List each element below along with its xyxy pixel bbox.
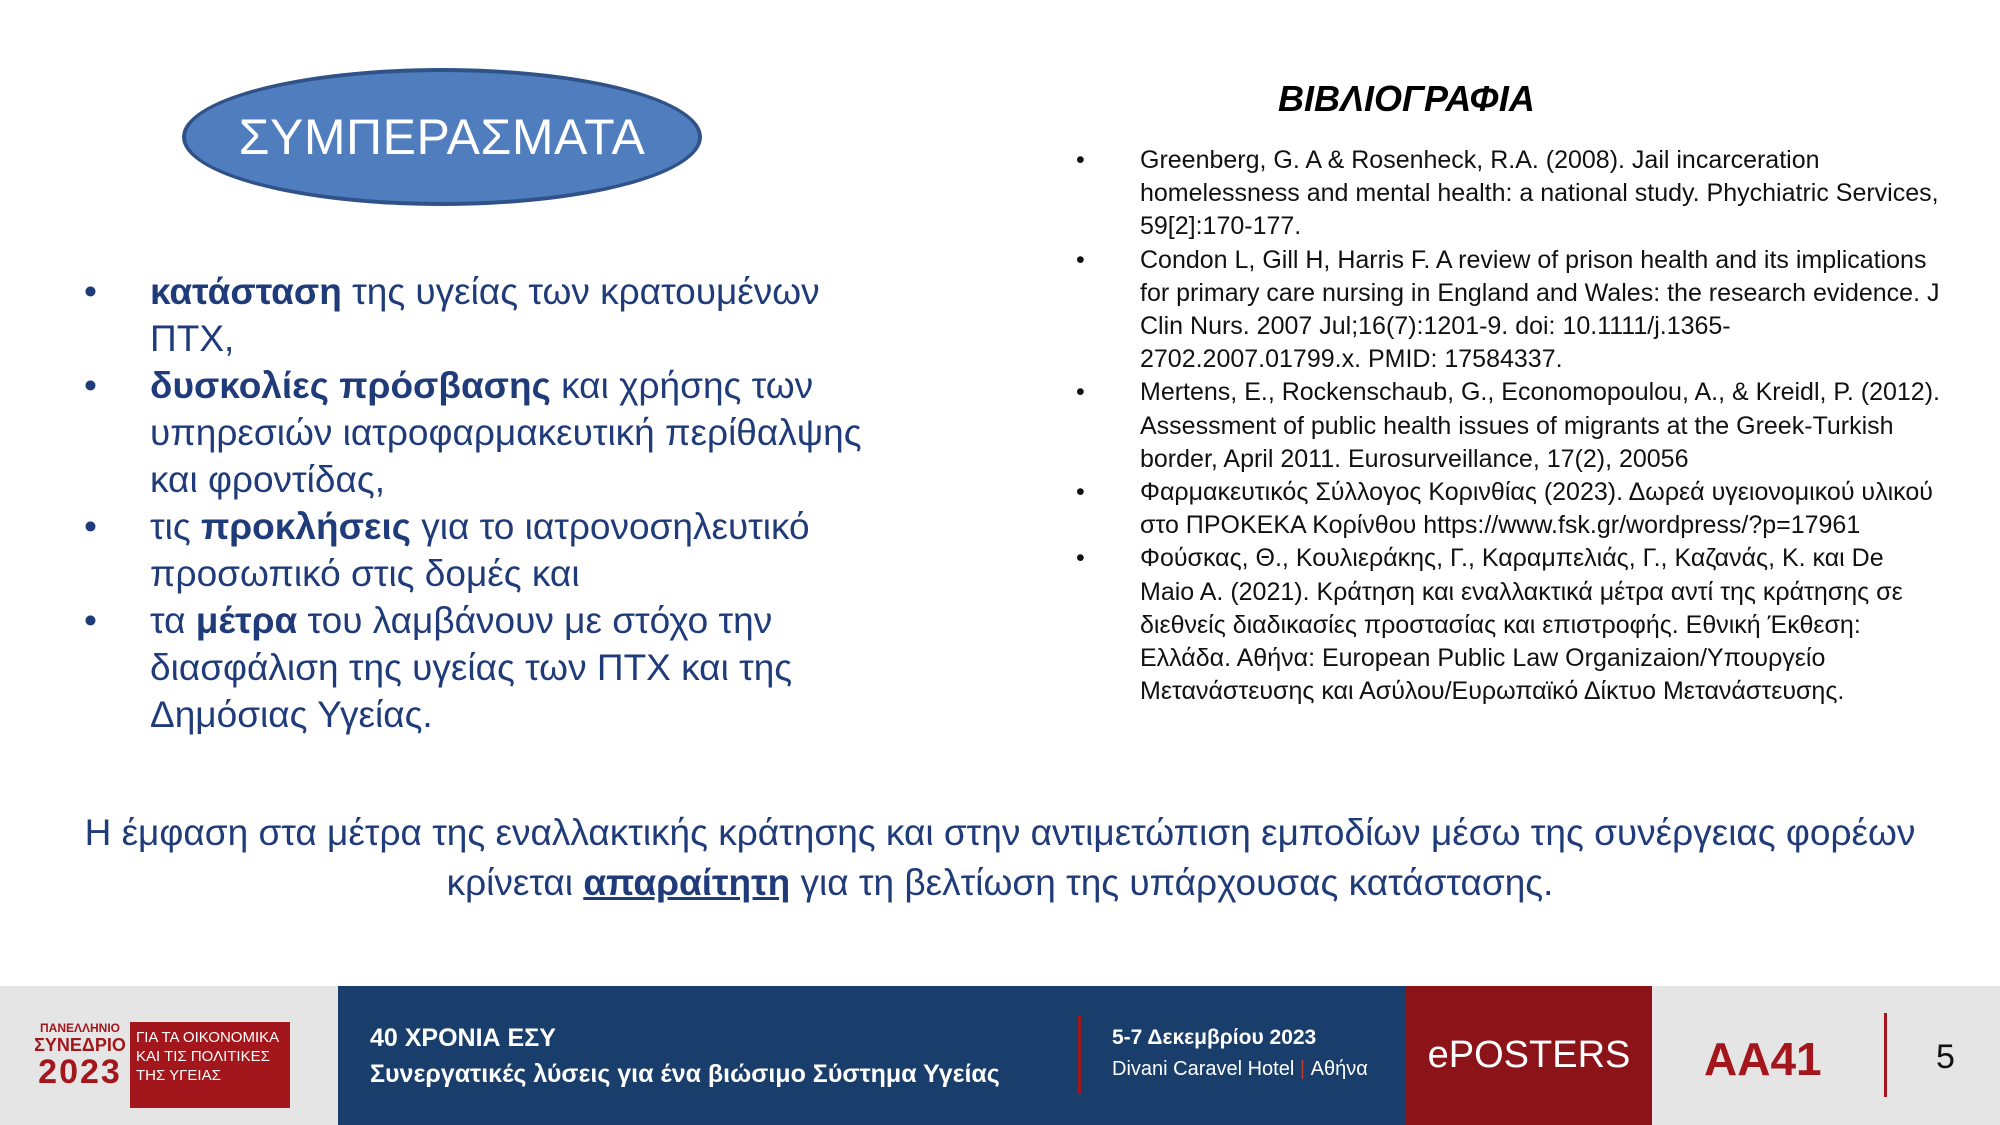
venue-separator: | (1299, 1058, 1306, 1080)
bibliography-list (1070, 144, 1940, 708)
title-oval (182, 68, 702, 206)
conclusions-list (84, 268, 904, 738)
conclusion-item (84, 362, 904, 503)
page-title: ΣΥΜΠΕΡΑΣΜΑΤΑ (238, 109, 646, 165)
eposters-label: ePOSTERS (1406, 986, 1652, 1125)
footer-info (338, 986, 1406, 1125)
conclusion-bold: μέτρα (195, 600, 298, 641)
bullet: • (84, 506, 97, 547)
footer-divider (1078, 1016, 1081, 1094)
bullet: • (1076, 146, 1085, 174)
bibliography-title: ΒΙΒΛΙΟΓΡΑΦΙΑ (1278, 78, 1535, 119)
conclusion-bold: κατάσταση (150, 271, 342, 312)
logo-line2: ΣΥΝΕΔΡΙΟ (34, 1035, 126, 1055)
bullet: • (84, 271, 97, 312)
poster-id-divider (1884, 1013, 1887, 1097)
bibliography-text: Condon L, Gill H, Harris F. A review of prison health and its implications for primary care nursing in England and Wales: the research evidence. J Clin Nurs. 2007 Jul;16(7):1201-9. doi: 10.1111/j.1365-2702.2007.01799.x. PMID: 17584337. (1140, 245, 1940, 374)
logo-left-block (32, 1022, 128, 1089)
bibliography-item (1070, 244, 1940, 377)
bibliography-text: Greenberg, G. A & Rosenheck, R.A. (2008). Jail incarceration homelessness and mental health: a national study. Phychiatric Services, 59[2]:170-177. (1140, 146, 1939, 241)
bibliography-text: Φαρμακευτικός Σύλλογος Κορινθίας (2023). Δωρεά υγειονομικού υλικού στο ΠΡΟΚΕΚΑ Κορίνθου https://www.fsk.gr/wordpress/?p=17961 (1140, 478, 1933, 540)
conclusion-text: και χρήσης των υπηρεσιών ιατροφαρμακευτική περίθαλψης και φροντίδας, (150, 365, 862, 500)
bibliography-item (1070, 542, 1940, 708)
emphasis-after: για τη βελτίωση της υπάρχουσας κατάστασης. (790, 862, 1554, 903)
logo-year: 2023 (38, 1053, 122, 1091)
conclusion-item (84, 597, 904, 738)
venue-city: Αθήνα (1310, 1058, 1368, 1080)
footer-subheading: Συνεργατικές λύσεις για ένα βιώσιμο Σύστημα Υγείας (370, 1060, 1000, 1088)
conference-logo (0, 986, 338, 1125)
conclusion-text: της υγείας των κρατουμένων ΠΤΧ, (150, 271, 820, 359)
poster-code: AA41 (1704, 1033, 1822, 1085)
footer-dates: 5-7 Δεκεμβρίου 2023 (1112, 1026, 1317, 1049)
conclusion-item (84, 268, 904, 362)
conclusion-prefix: τα (150, 600, 196, 641)
bullet: • (1076, 544, 1085, 573)
bullet: • (1076, 378, 1085, 407)
poster-id-block (1652, 986, 2000, 1125)
emphasis-strong: απαραίτητη (583, 862, 791, 903)
conclusion-text: για το ιατρονοσηλευτικό προσωπικό στις δομές και (150, 506, 810, 594)
logo-line1: ΠΑΝΕΛΛΗΝΙΟ (39, 1021, 120, 1035)
bibliography-text: Φούσκας, Θ., Κουλιεράκης, Γ., Καραμπελιάς, Γ., Καζανάς, Κ. και De Maio A. (2021). Κράτηση και εναλλακτικά μέτρα αντί της κράτησης σε διεθνείς διαδικασίες προστασίας και επιστροφής. Εθνική Έκθεση: Ελλάδα. Αθήνα: European Public Law Organizaion/Υπουργείο Μετανάστευσης και Ασύλου/Ευρωπαϊκό Δίκτυο Μετανάστευσης. (1140, 544, 1903, 706)
bibliography-item (1070, 476, 1940, 542)
bullet: • (1076, 478, 1085, 507)
conclusion-item (84, 503, 904, 597)
bullet: • (84, 365, 97, 406)
bibliography-item (1070, 144, 1940, 244)
conclusion-text: του λαμβάνουν με στόχο την διασφάλιση της υγείας των ΠΤΧ και της Δημόσιας Υγείας. (150, 600, 793, 735)
conclusion-bold: προκλήσεις (200, 506, 411, 547)
bullet: • (1076, 245, 1085, 274)
footer-banner (0, 986, 2000, 1125)
conclusion-bold: δυσκολίες πρόσβασης (150, 365, 551, 406)
conclusion-prefix: τις (150, 506, 201, 547)
bibliography-text: Mertens, E., Rockenschaub, G., Economopoulou, A., & Kreidl, P. (2012). Assessment of public health issues of migrants at the Greek-Turkish border, April 2011. Eurosurveillance, 17(2), 20056 (1140, 378, 1940, 473)
emphasis-before: Η έμφαση στα μέτρα της εναλλακτικής κράτησης και στην αντιμετώπιση εμποδίων μέσω της συνέργειας φορέων κρίνεται (84, 812, 1916, 903)
venue-name: Divani Caravel Hotel (1112, 1058, 1295, 1080)
footer-venue (1112, 1058, 1368, 1081)
bibliography-item (1070, 376, 1940, 476)
footer-heading: 40 ΧΡΟΝΙΑ ΕΣΥ (370, 1024, 556, 1052)
emphasis-statement (60, 808, 1940, 908)
page-number: 5 (1936, 1038, 1955, 1076)
bullet: • (84, 600, 97, 641)
logo-right-block: ΓΙΑ ΤΑ ΟΙΚΟΝΟΜΙΚΑ ΚΑΙ ΤΙΣ ΠΟΛΙΤΙΚΕΣ ΤΗΣ ΥΓΕΙΑΣ (130, 1022, 290, 1108)
